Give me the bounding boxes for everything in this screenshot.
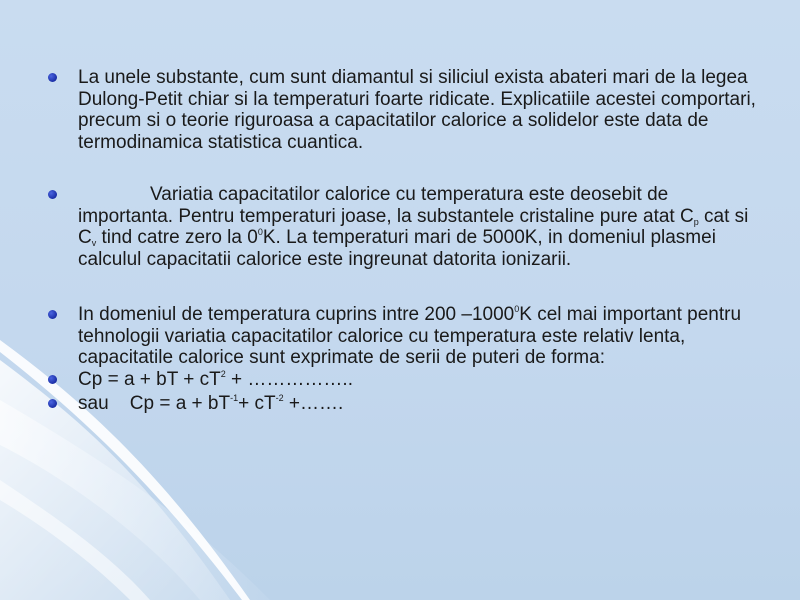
bullet-icon bbox=[48, 310, 57, 319]
paragraph-text: K. La temperaturi mari de 5000K, in domeniul plasmei calculul capacitatii calorice este ingreunat datorita ionizarii. bbox=[78, 227, 716, 270]
bullet-item bbox=[48, 304, 760, 369]
formula-text: + …………….. bbox=[225, 368, 353, 390]
bullet-item bbox=[48, 67, 760, 153]
subscript: p bbox=[693, 216, 699, 227]
bullet-icon bbox=[48, 375, 57, 384]
paragraph-text: La unele substante, cum sunt diamantul si siliciul exista abateri mari de la legea Dulong-Petit chiar si la temperaturi foarte ridicate. Explicatiile acestei comportari, precum si o teorie riguroasa a capacitatilor calorice a solidelor este data de termodinamica statistica cuantica. bbox=[78, 67, 756, 153]
bullet-list bbox=[48, 67, 760, 415]
formula-text: + cT bbox=[238, 393, 276, 414]
paragraph-text: Variatia capacitatilor calorice cu temperatura este deosebit de importanta. Pentru temperaturi joase, la substantele cristaline pure atat C bbox=[78, 184, 694, 227]
superscript: 0 bbox=[257, 227, 263, 237]
superscript: -2 bbox=[275, 393, 284, 403]
formula-text: Cp = a + bT + cT bbox=[78, 368, 221, 390]
formula-item bbox=[48, 369, 760, 391]
formula-item bbox=[48, 393, 760, 415]
paragraph-text: In domeniul de temperatura cuprins intre 200 –1000 bbox=[78, 304, 515, 325]
formula-text: sau Cp = a + bT bbox=[78, 393, 231, 414]
paragraph-text: K cel mai important pentru tehnologii variatia capacitatilor calorice cu temperatura este relativ lenta, capacitatile calorice sunt exprimate de serii de puteri de forma: bbox=[78, 304, 742, 368]
bullet-icon bbox=[48, 190, 57, 199]
bullet-icon bbox=[48, 399, 57, 408]
paragraph-text: cat si C bbox=[78, 205, 749, 248]
bullet-item bbox=[48, 184, 760, 270]
superscript: 0 bbox=[514, 304, 520, 314]
superscript: 2 bbox=[220, 368, 226, 379]
bullet-icon bbox=[48, 73, 57, 82]
superscript: -1 bbox=[230, 393, 239, 403]
formula-text: +……. bbox=[283, 393, 344, 414]
paragraph-text: tind catre zero la 0 bbox=[96, 227, 258, 248]
subscript: v bbox=[91, 238, 97, 248]
